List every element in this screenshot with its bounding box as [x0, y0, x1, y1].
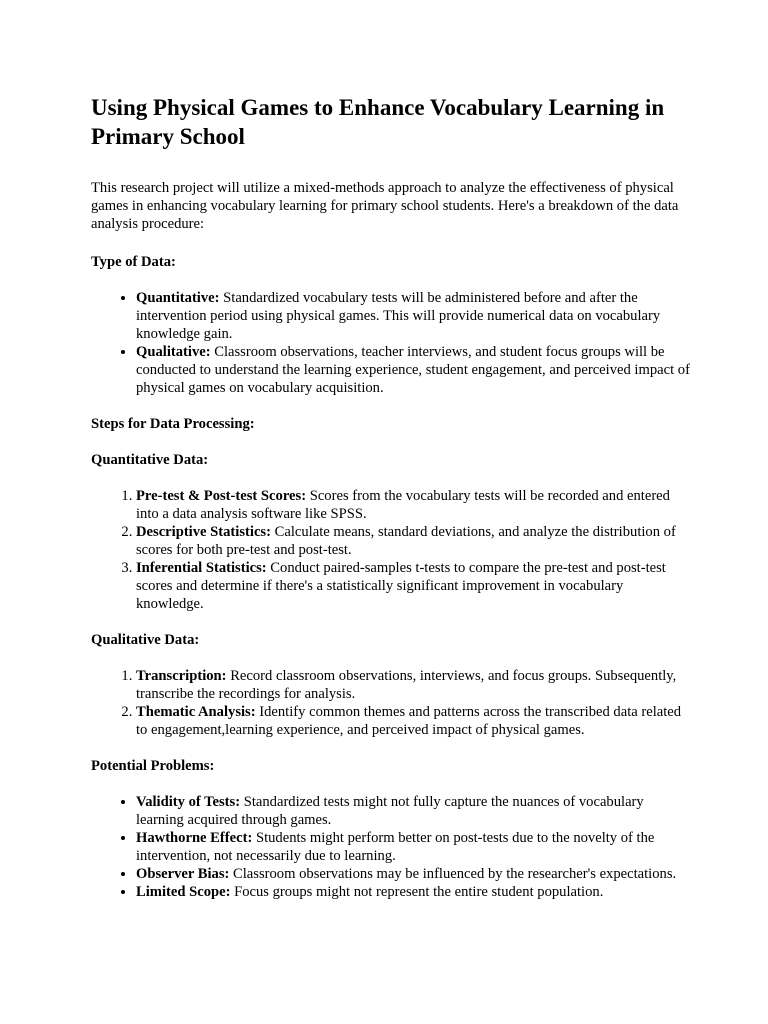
list-item-term: Observer Bias:	[136, 866, 230, 882]
list-item-term: Pre-test & Post-test Scores:	[136, 488, 307, 504]
type-of-data-list	[91, 289, 691, 397]
list-item-term: Descriptive Statistics:	[136, 524, 271, 540]
list-item-term: Transcription:	[136, 668, 227, 684]
list-item-text: Scores from the vocabulary tests will be recorded and entered into a data analysis software like SPSS.	[136, 488, 670, 522]
list-item-term: Inferential Statistics:	[136, 560, 267, 576]
qualitative-list	[91, 667, 691, 739]
list-item-term: Hawthorne Effect:	[136, 830, 253, 846]
list-item-text: Identify common themes and patterns across the transcribed data related to engagement,learning experience, and perceived impact of physical games.	[136, 704, 682, 738]
list-item-text: Calculate means, standard deviations, and analyze the distribution of scores for both pre-test and post-test.	[136, 524, 676, 558]
steps-heading: Steps for Data Processing:	[91, 416, 255, 432]
list-item-term: Validity of Tests:	[136, 794, 241, 810]
list-item	[136, 667, 691, 703]
list-item-term: Qualitative:	[136, 344, 211, 360]
problems-heading: Potential Problems:	[91, 758, 215, 774]
list-item-text: Standardized vocabulary tests will be administered before and after the intervention period using physical games. This will provide numerical data on vocabulary knowledge gain.	[136, 290, 661, 342]
list-item-term: Thematic Analysis:	[136, 704, 256, 720]
list-item	[136, 883, 691, 901]
list-item-text: Focus groups might not represent the entire student population.	[230, 884, 604, 900]
quantitative-list	[91, 487, 691, 613]
problems-list	[91, 793, 691, 901]
list-item-text: Students might perform better on post-tests due to the novelty of the intervention, not necessarily due to learning.	[136, 830, 655, 864]
list-item	[136, 289, 691, 343]
list-item-text: Classroom observations may be influenced by the researcher's expectations.	[229, 866, 677, 882]
qualitative-heading: Qualitative Data:	[91, 632, 200, 648]
document-page	[91, 93, 691, 919]
list-item-text: Conduct paired-samples t-tests to compare the pre-test and post-test scores and determine if there's a statistically significant improvement in vocabulary knowledge.	[136, 560, 666, 612]
list-item-term: Quantitative:	[136, 290, 220, 306]
list-item	[136, 703, 691, 739]
list-item-term: Limited Scope:	[136, 884, 231, 900]
list-item-text: Standardized tests might not fully capture the nuances of vocabulary learning acquired through games.	[136, 794, 644, 828]
list-item	[136, 523, 691, 559]
list-item	[136, 865, 691, 883]
type-of-data-heading: Type of Data:	[91, 254, 176, 270]
document-title: Using Physical Games to Enhance Vocabulary Learning in Primary School	[91, 95, 665, 149]
list-item	[136, 343, 691, 397]
quantitative-heading: Quantitative Data:	[91, 452, 209, 468]
list-item	[136, 487, 691, 523]
list-item	[136, 559, 691, 613]
list-item-text: Record classroom observations, interviews, and focus groups. Subsequently, transcribe the recordings for analysis.	[136, 668, 677, 702]
list-item	[136, 829, 691, 865]
intro-paragraph: This research project will utilize a mixed-methods approach to analyze the effectiveness of physical games in enhancing vocabulary learning for primary school students. Here's a breakdown of the data analysis procedure:	[91, 180, 679, 232]
list-item-text: Classroom observations, teacher interviews, and student focus groups will be conducted to understand the learning experience, student engagement, and perceived impact of physical games on vocabulary acquisition.	[136, 344, 690, 396]
list-item	[136, 793, 691, 829]
